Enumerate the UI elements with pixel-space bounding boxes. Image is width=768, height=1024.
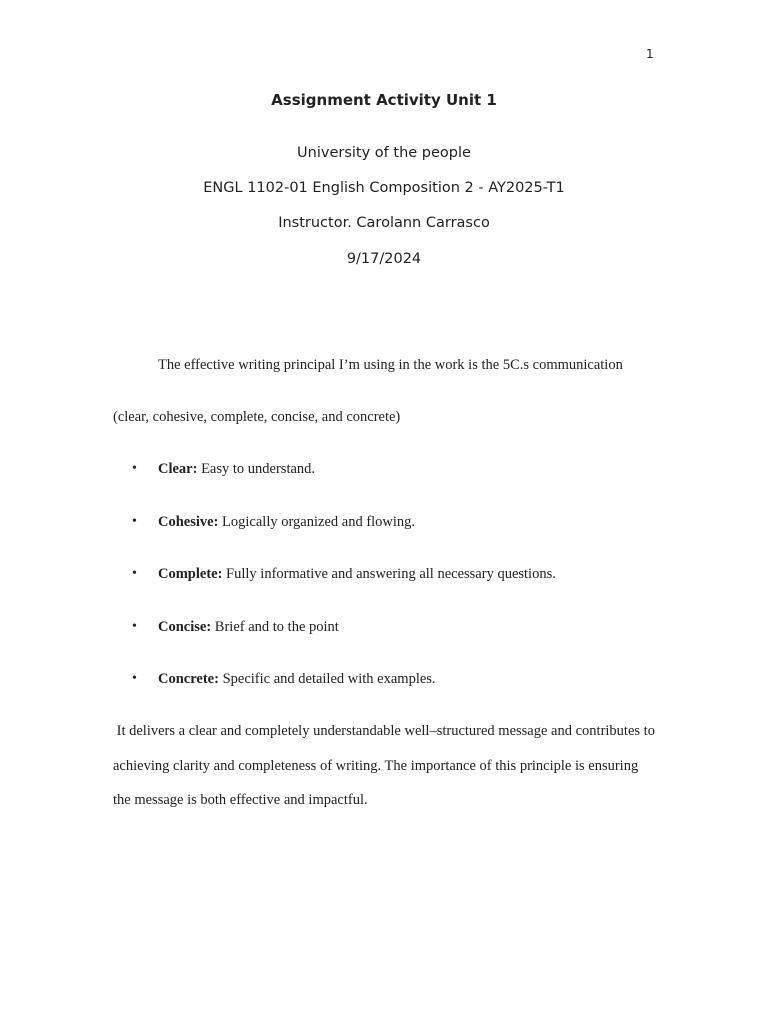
instructor-name: Instructor. Carolann Carrasco <box>278 215 490 231</box>
list-item-description: Easy to understand. <box>197 461 316 477</box>
list-item-term: Complete: <box>158 566 223 582</box>
bullet-marker: • <box>132 566 137 581</box>
closing-paragraph-line-1: It delivers a clear and completely understandable well–structured message and contributes to <box>113 723 655 739</box>
list-item-term: Concise: <box>158 619 212 635</box>
bullet-marker: • <box>132 671 137 686</box>
list-item-text <box>158 566 556 583</box>
list-item-description: Logically organized and flowing. <box>218 514 416 530</box>
list-item-text <box>158 514 415 531</box>
intro-paragraph-line-2: (clear, cohesive, complete, concise, and concrete) <box>113 409 401 425</box>
list-item-term: Cohesive: <box>158 514 219 530</box>
closing-paragraph-line-3: the message is both effective and impactful. <box>113 792 368 808</box>
list-item-term: Concrete: <box>158 671 219 687</box>
list-item-description: Specific and detailed with examples. <box>218 671 436 687</box>
list-item-term: Clear: <box>158 461 198 477</box>
list-item-text <box>158 671 436 688</box>
list-item-description: Fully informative and answering all necessary questions. <box>222 566 556 582</box>
submission-date: 9/17/2024 <box>346 251 422 267</box>
university-name: University of the people <box>297 145 471 161</box>
course-name: ENGL 1102-01 English Composition 2 - AY2025-T1 <box>203 180 565 196</box>
closing-paragraph-line-2: achieving clarity and completeness of writing. The importance of this principle is ensuring <box>113 758 639 774</box>
list-item-text <box>158 461 315 478</box>
intro-paragraph-line-1: The effective writing principal I’m using in the work is the 5C.s communication <box>158 357 623 373</box>
page-number: 1 <box>646 47 654 61</box>
bullet-marker: • <box>132 461 137 476</box>
bullet-marker: • <box>132 619 137 634</box>
list-item-description: Brief and to the point <box>211 619 339 635</box>
list-item-text <box>158 619 339 636</box>
document-title: Assignment Activity Unit 1 <box>271 91 497 109</box>
bullet-marker: • <box>132 514 137 529</box>
